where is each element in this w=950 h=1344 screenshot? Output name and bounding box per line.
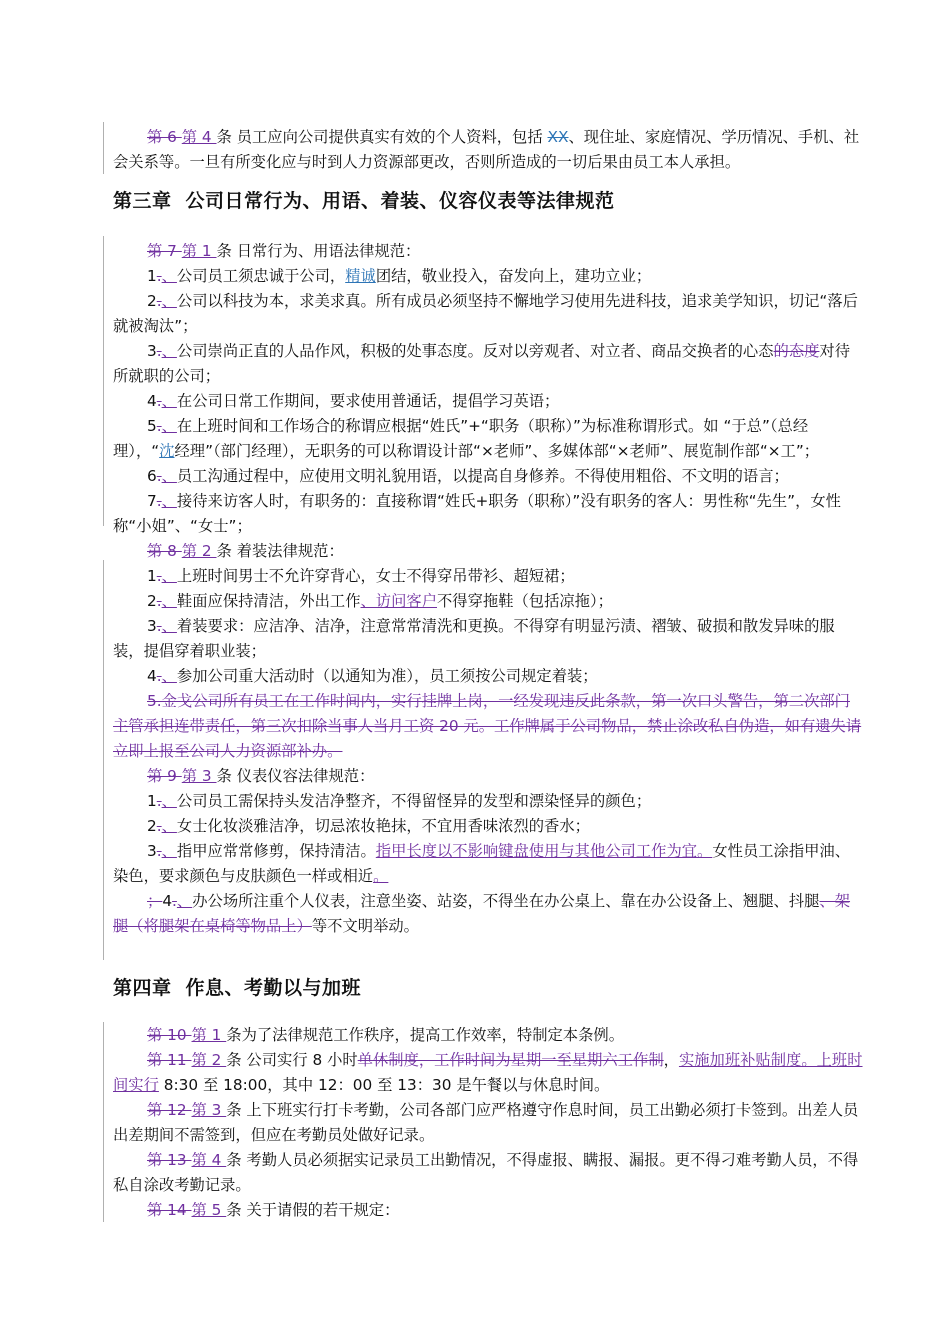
body-text: 条 考勤人员必须据实记录员工出勤情况，不得虚报、瞒报、漏报。更不得刁难考勤人员，不得私自涂改考勤记录。 — [113, 1151, 859, 1194]
deleted-text: . — [156, 492, 162, 510]
body-text: 2 — [147, 592, 157, 610]
article-heading — [113, 764, 863, 789]
inserted-text: 指甲长度以不影响键盘使用与其他公司工作为宜。 — [375, 842, 713, 860]
list-item — [113, 789, 863, 814]
body-text: 4 — [147, 667, 157, 685]
deleted-text: . — [172, 892, 177, 910]
inserted-text: 、 — [161, 292, 177, 310]
article-heading — [113, 239, 863, 264]
list-item — [113, 389, 863, 414]
chapter-4-body — [113, 1023, 863, 1223]
body-text: 条 员工应向公司提供真实有效的个人资料，包括 — [216, 128, 548, 146]
deleted-text: . — [156, 392, 162, 410]
body-text: 条 着装法律规范： — [216, 542, 344, 560]
body-text: 接待来访客人时，有职务的：直接称谓“姓氏+职务（职称）”没有职务的客人：男性称“先生”，女性称“小姐”、“女士”； — [113, 492, 841, 535]
inserted-text: 、 — [161, 492, 177, 510]
deleted-text: . — [156, 267, 162, 285]
inserted-text: 第 2 — [191, 1051, 227, 1069]
body-text: 公司员工需保持头发洁净整齐，不得留怪异的发型和漂染怪异的颜色； — [176, 792, 652, 810]
body-text: 7 — [147, 492, 157, 510]
deleted-text: 第 8 — [147, 542, 182, 560]
body-text: 等不文明举动。 — [311, 917, 419, 935]
body-text: 6 — [147, 467, 157, 485]
deleted-text: . — [156, 792, 162, 810]
list-item — [113, 889, 863, 939]
inserted-text: 第 1 — [191, 1026, 227, 1044]
deleted-text: 第 13 — [147, 1151, 192, 1169]
list-item — [113, 589, 863, 614]
body-text: 公司员工须忠诚于公司， — [176, 267, 346, 285]
body-text: 在上班时间和工作场合的称谓应根据“姓氏”+“职务（职称）”为标准称谓形式。如 “于总”（总经理），“ — [113, 417, 809, 460]
deleted-text: 第 12 — [147, 1101, 192, 1119]
deleted-paragraph — [113, 689, 863, 764]
deleted-text: . — [156, 817, 162, 835]
deleted-text: 第 14 — [147, 1201, 192, 1219]
body-text: 1 — [147, 567, 157, 585]
inserted-text: 第 2 — [181, 542, 217, 560]
inserted-text: 第 4 — [181, 128, 217, 146]
deleted-text: 5.金戈公司所有员工在工作时间内，实行挂牌上岗，一经发现违反此条款，第一次口头警告，第二次部门主管承担连带责任，第三次扣除当事人当月工资 20 元。工作牌属于公司物品，禁止涂改私自伪造，如有遗失请立即上报至公司人力资源部补办。 — [113, 692, 862, 760]
deleted-text: 单休制度，工作时间为星期一至星期六工作制 — [357, 1051, 664, 1069]
body-text: 条 日常行为、用语法律规范： — [216, 242, 421, 260]
deleted-text: 第 10 — [147, 1026, 192, 1044]
inserted-text: 。 — [373, 867, 389, 885]
list-item — [113, 289, 863, 339]
body-text: 对待所就职的公司； — [113, 342, 851, 385]
deleted-text: . — [156, 567, 162, 585]
body-text: 3 — [147, 842, 157, 860]
body-text: 女士化妆淡雅洁净，切忌浓妆艳抹，不宜用香味浓烈的香水； — [176, 817, 590, 835]
inserted-text: 、 — [161, 417, 177, 435]
chapter-heading — [113, 973, 361, 1000]
list-item — [113, 839, 863, 889]
article-heading — [113, 1148, 863, 1198]
body-text: 、现住址、家庭情况、学历情况、手机、社会关系等。一旦有所变化应与时到人力资源部更改，否则所造成的一切后果由员工本人承担。 — [113, 128, 860, 171]
list-item — [113, 339, 863, 389]
body-text: 着装要求：应洁净、洁净，注意常常清洗和更换。不得穿有明显污渍、褶皱、破损和散发异味的服装，提倡穿着职业装； — [113, 617, 835, 660]
body-text: 经理”（部门经理），无职务的可以称谓设计部“×老师”、多媒体部“×老师”、展览制作部“×工”； — [174, 442, 820, 460]
list-item — [113, 664, 863, 689]
list-item — [113, 464, 863, 489]
inserted-text: 、 — [161, 842, 177, 860]
article-heading — [113, 1098, 863, 1148]
chapter-3-body — [113, 239, 863, 939]
change-bar — [103, 236, 104, 526]
body-text: 条 关于请假的若干规定： — [226, 1201, 400, 1219]
body-text: 办公场所注重个人仪表，注意坐姿、站姿，不得坐在办公桌上、靠在办公设备上、翘腿、抖腿 — [192, 892, 820, 910]
deleted-text: . — [156, 667, 162, 685]
deleted-text: 第 11 — [147, 1051, 192, 1069]
article-heading — [113, 539, 863, 564]
body-text: 不得穿拖鞋（包括凉拖）； — [437, 592, 613, 610]
body-text: 4 — [162, 892, 173, 910]
body-text: 3 — [147, 617, 157, 635]
body-text: 8:30 至 18:00，其中 12：00 至 13：30 是午餐以与休息时间。 — [158, 1076, 610, 1094]
body-text: 5 — [147, 417, 157, 435]
article-heading — [113, 1023, 863, 1048]
deleted-text: . — [156, 292, 162, 310]
deleted-text: 的态度 — [773, 342, 820, 360]
chapter-title: 公司日常行为、用语、着装、仪容仪表等法律规范 — [185, 190, 615, 212]
body-text: 1 — [147, 792, 157, 810]
body-text: ， — [663, 1051, 679, 1069]
inserted-text: 精诚 — [345, 267, 376, 285]
body-text: 4 — [147, 392, 157, 410]
list-item — [113, 564, 863, 589]
inserted-text: 、 — [161, 617, 177, 635]
inserted-text: 、 — [161, 667, 177, 685]
body-text: 条 公司实行 8 小时 — [226, 1051, 358, 1069]
inserted-text: 第 3 — [181, 767, 217, 785]
body-text: 上班时间男士不允许穿背心，女士不得穿吊带衫、超短裙； — [176, 567, 575, 585]
body-text: 鞋面应保持清洁，外出工作 — [176, 592, 361, 610]
body-text: 团结，敬业投入，奋发向上，建功立业； — [375, 267, 652, 285]
inserted-text: 、 — [161, 792, 177, 810]
body-text: 参加公司重大活动时（以通知为准），员工须按公司规定着装； — [176, 667, 598, 685]
body-text: 2 — [147, 292, 157, 310]
body-text: 公司以科技为本，求美求真。所有成员必须坚持不懈地学习使用先进科技，追求美学知识，切记“落后就被淘汰”； — [113, 292, 858, 335]
inserted-text: 、访问客户 — [360, 592, 437, 610]
list-item — [113, 489, 863, 539]
deleted-text: . — [156, 842, 162, 860]
body-text: 条 仪表仪容法律规范： — [216, 767, 375, 785]
deleted-text: 第 6 — [147, 128, 182, 146]
list-item — [113, 614, 863, 664]
inserted-text: 实施加班补贴制度。上班时间实行 — [113, 1051, 863, 1094]
list-item — [113, 814, 863, 839]
inserted-text: 第 3 — [191, 1101, 227, 1119]
body-text: 在公司日常工作期间，要求使用普通话，提倡学习英语； — [176, 392, 560, 410]
body-text: 员工沟通过程中，应使用文明礼貌用语，以提高自身修养。不得使用粗俗、不文明的语言； — [176, 467, 789, 485]
inserted-text: 、 — [161, 467, 177, 485]
body-text: 1 — [147, 267, 157, 285]
article-4 — [113, 125, 863, 175]
inserted-text: 、 — [161, 392, 177, 410]
inserted-text: 、 — [161, 817, 177, 835]
deleted-text: 第 9 — [147, 767, 182, 785]
deleted-text: 、架腿（将腿架在桌椅等物品上） — [113, 892, 851, 935]
deleted-text: . — [156, 617, 162, 635]
body-text: 3 — [147, 342, 157, 360]
deleted-text: . — [156, 592, 162, 610]
deleted-text: . — [156, 417, 162, 435]
inserted-text: 、 — [161, 267, 177, 285]
deleted-text: XX — [547, 128, 569, 146]
inserted-text: 、 — [161, 342, 177, 360]
inserted-text: 第 5 — [191, 1201, 227, 1219]
body-text: 条为了法律规范工作秩序，提高工作效率，特制定本条例。 — [226, 1026, 624, 1044]
chapter-number: 第四章 — [113, 977, 172, 999]
deleted-text: 第 7 — [147, 242, 182, 260]
chapter-title: 作息、考勤以与加班 — [185, 977, 362, 999]
inserted-text: 、 — [161, 567, 177, 585]
change-bar — [103, 560, 104, 960]
deleted-text: . — [156, 467, 162, 485]
inserted-text: 、 — [176, 892, 193, 910]
body-text: 公司崇尚正直的人品作风，积极的处事态度。反对以旁观者、对立者、商品交换者的心态 — [176, 342, 774, 360]
list-item — [113, 414, 863, 464]
inserted-text: 第 4 — [191, 1151, 227, 1169]
body-text: 指甲应常常修剪，保持清洁。 — [176, 842, 376, 860]
inserted-text: 、 — [161, 592, 177, 610]
article-heading — [113, 1198, 863, 1223]
inserted-text: 沈 — [159, 442, 175, 460]
body-text: 2 — [147, 817, 157, 835]
deleted-text: ； — [147, 892, 163, 910]
change-bar — [103, 122, 104, 174]
list-item — [113, 264, 863, 289]
article-heading — [113, 1048, 863, 1098]
chapter-heading — [113, 186, 615, 213]
change-bar — [103, 1022, 104, 1222]
deleted-text: . — [156, 342, 162, 360]
body-text: 女性员工涂指甲油、染色，要求颜色与皮肤颜色一样或相近 — [113, 842, 851, 885]
chapter-number: 第三章 — [113, 190, 172, 212]
inserted-text: 第 1 — [181, 242, 217, 260]
body-text: 条 上下班实行打卡考勤，公司各部门应严格遵守作息时间，员工出勤必须打卡签到。出差人员出差期间不需签到，但应在考勤员处做好记录。 — [113, 1101, 859, 1144]
